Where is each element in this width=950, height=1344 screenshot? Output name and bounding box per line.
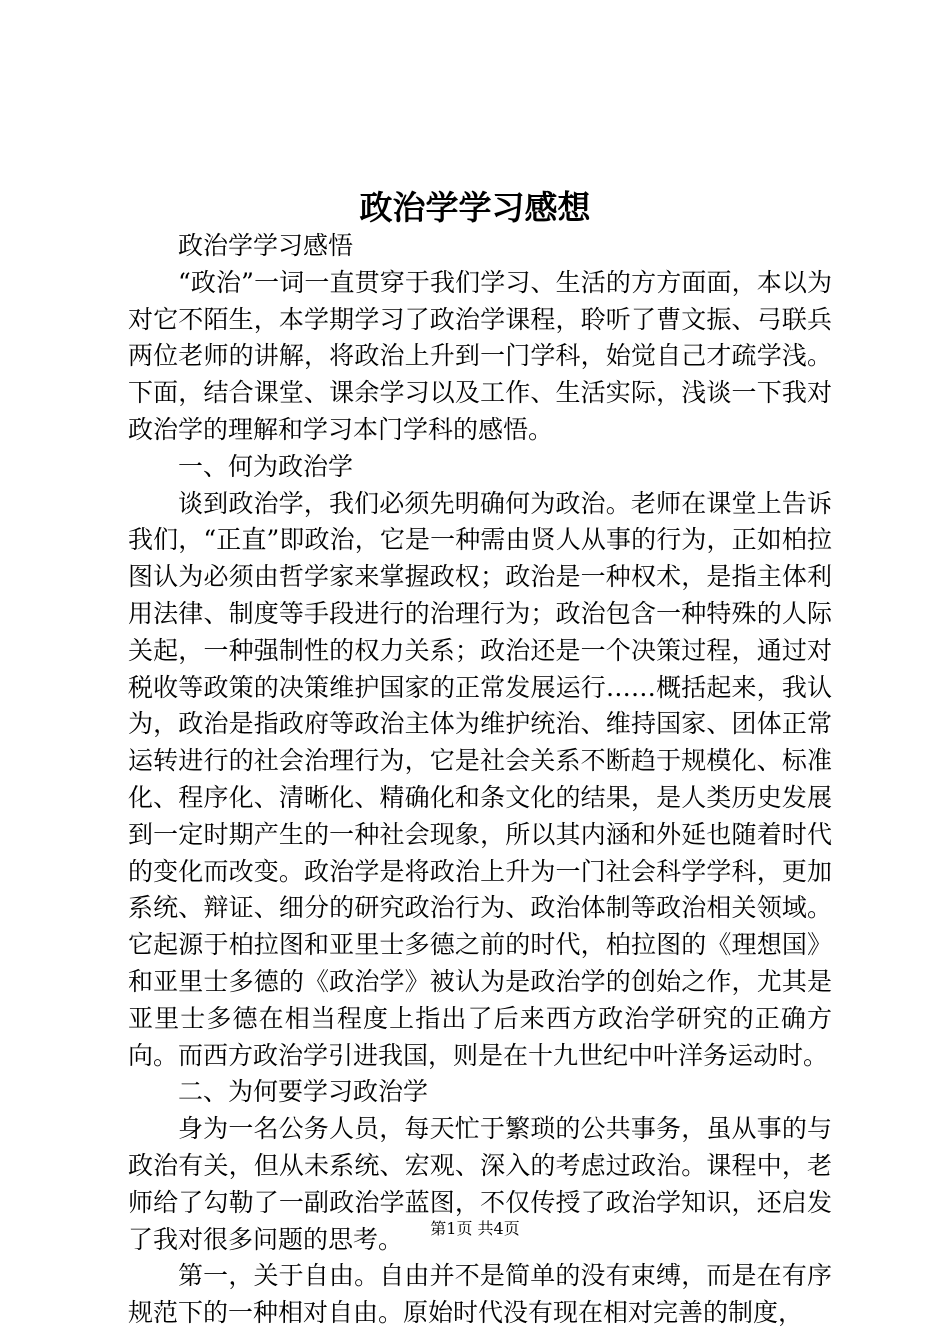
paragraph-section-1: 谈到政治学，我们必须先明确何为政治。老师在课堂上告诉我们，“正直”即政治，它是一种需由贤人从事的行为，正如柏拉图认为必须由哲学家来掌握政权；政治是一种权术，是指主体利用法律、制度等手段进行的治理行为；政治包含一种特殊的人际关起，一种强制性的权力关系；政治还是一个决策过程，通过对税收等政策的决策维护国家的正常发展运行……概括起来，我认为，政治是指政府等政治主体为维护统治、维持国家、团体正常运转进行的社会治理行为，它是社会关系不断趋于规模化、标准化、程序化、清晰化、精确化和条文化的结果，是人类历史发展到一定时期产生的一种社会现象，所以其内涵和外延也随着时代的变化而改变。政治学是将政治上升为一门社会科学学科，更加系统、辩证、细分的研究政治行为、政治体制等政治相关领域。它起源于柏拉图和亚里士多德之前的时代，柏拉图的《理想国》和亚里士多德的《政治学》被认为是政治学的创始之作，尤其是亚里士多德在相当程度上指出了后来西方政治学研究的正确方向。而西方政治学引进我国，则是在十九世纪中叶洋务运动时。 (128, 488, 832, 1070)
paragraph-intro: “政治”一词一直贯穿于我们学习、生活的方方面面，本以为对它不陌生，本学期学习了政治学课程，聆听了曹文振、弓联兵两位老师的讲解，将政治上升到一门学科，始觉自己才疏学浅。下面，结合课堂、课余学习以及工作、生活实际，浅谈一下我对政治学的理解和学习本门学科的感悟。 (128, 267, 832, 444)
document-body (128, 228, 832, 1332)
paragraph-section-2: 身为一名公务人员，每天忙于繁琐的公共事务，虽从事的与政治有关，但从未系统、宏观、深入的考虑过政治。课程中，老师给了勾勒了一副政治学蓝图，不仅传授了政治学知识，还启发了我对很多问题的思考。 (128, 1114, 832, 1254)
paragraph-freedom: 第一，关于自由。自由并不是简单的没有束缚，而是在有序规范下的一种相对自由。原始时代没有现在相对完善的制度， (128, 1261, 832, 1328)
section-heading-2: 二、为何要学习政治学 (178, 1077, 429, 1107)
page-footer: 第1页 共4页 (430, 1219, 520, 1238)
paragraph-subtitle: 政治学学习感悟 (178, 231, 354, 260)
document-title: 政治学学习感想 (359, 188, 591, 227)
section-heading-1: 一、何为政治学 (178, 451, 354, 481)
